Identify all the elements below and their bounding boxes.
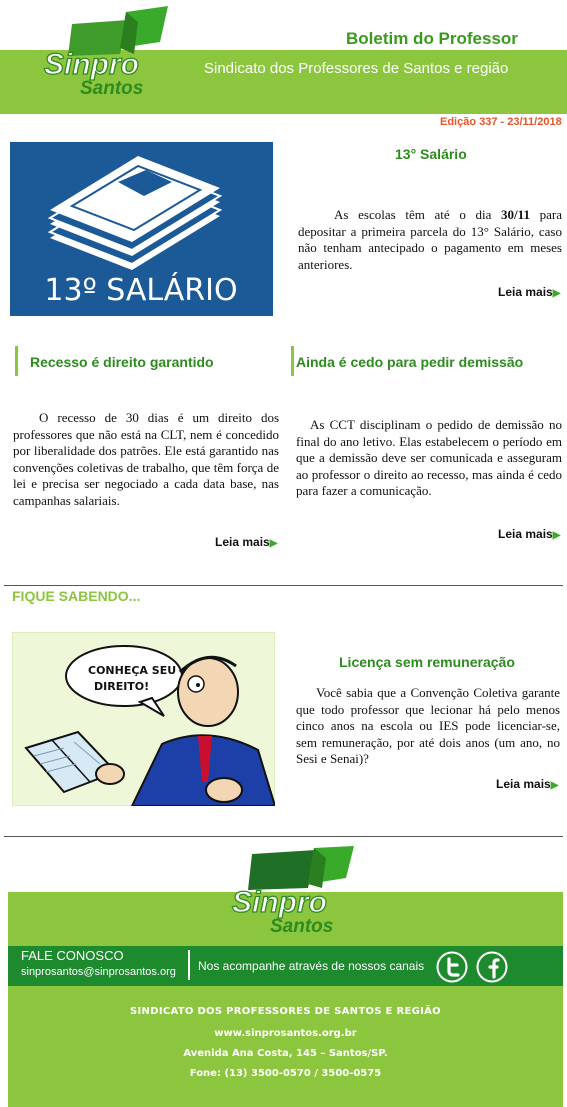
demissao-body: As CCT disciplinam o pedido de demissão no final do ano letivo. Elas estabelecem o período em que a demissão deve ser comunicada e asseguram ao professor o direito ao recesso, mas ainda é cedo para fazer a comunicação.: [296, 417, 562, 498]
licenca-title: Licença sem remuneração: [339, 654, 515, 670]
contact-label: FALE CONOSCO: [21, 948, 124, 963]
recesso-read-more-link[interactable]: Leia mais▶: [215, 535, 278, 549]
play-arrow-icon: ▶: [552, 530, 561, 541]
salario-image-text: 13º SALÁRIO: [44, 273, 238, 308]
play-arrow-icon: ▶: [269, 538, 278, 549]
phone: Fone: (13) 3500-0570 / 3500-0575: [189, 1068, 382, 1079]
twitter-icon[interactable]: [436, 951, 468, 983]
demissao-read-more-link[interactable]: Leia mais▶: [498, 527, 561, 541]
demissao-accent-bar: [291, 346, 294, 376]
salario-image[interactable]: [10, 142, 273, 316]
know-your-rights-cartoon[interactable]: [12, 632, 275, 806]
demissao-title: Ainda é cedo para pedir demissão: [296, 354, 524, 370]
contact-separator: [188, 950, 190, 980]
social-text: Nos acompanhe através de nossos canais: [198, 959, 425, 973]
salario-body: As escolas têm até o dia 30/11 para depositar a primeira parcela do 13° Salário, caso não tenham antecipado o pagamento em meses anteriores.: [298, 207, 562, 272]
contact-email-link[interactable]: sinprosantos@sinprosantos.org: [21, 966, 176, 978]
section-label: FIQUE SABENDO...: [12, 588, 141, 604]
speech-balloon-text: CONHEÇA SEU DIREITO!: [88, 664, 177, 693]
salario-read-more-link[interactable]: Leia mais▶: [498, 285, 561, 299]
recesso-title: Recesso é direito garantido: [30, 354, 214, 370]
licenca-read-more-link[interactable]: Leia mais▶: [496, 777, 559, 791]
newsletter-subtitle: Sindicato dos Professores de Santos e região: [204, 60, 509, 77]
play-arrow-icon: ▶: [550, 780, 559, 791]
play-arrow-icon: ▶: [552, 288, 561, 299]
recesso-accent-bar: [15, 346, 18, 376]
footer-divider: [4, 836, 563, 837]
footer-sinpro-logo[interactable]: [230, 846, 362, 936]
footer-logo-bottom-text: Santos: [270, 916, 334, 936]
website-link[interactable]: www.sinprosantos.org.br: [214, 1028, 357, 1039]
newsletter-title: Boletim do Professor: [346, 29, 518, 48]
recesso-body: O recesso de 30 dias é um direito dos professores que não está na CLT, nem é concedido por liberalidade dos patrões. Ele está garantido nas convenções coletivas de trabalho, que têm força de lei e precisa ser negociado a cada data base, nas campanhas salariais.: [13, 410, 279, 508]
licenca-body: Você sabia que a Convenção Coletiva garante que todo professor que lecionar há pelo menos cinco anos na escola ou IES pode licenciar-se, sem remuneração, por até dois anos (um ano, no Sesi e Senai)?: [296, 685, 560, 766]
org-name: SINDICATO DOS PROFESSORES DE SANTOS E REGIÃO: [130, 1006, 441, 1017]
section-divider: [4, 585, 563, 586]
facebook-icon[interactable]: [476, 951, 508, 983]
sinpro-logo[interactable]: [40, 2, 170, 98]
salario-title: 13° Salário: [395, 146, 467, 162]
logo-bottom-text: Santos: [80, 78, 144, 98]
logo-top-text: Sinpro: [44, 48, 139, 81]
address: Avenida Ana Costa, 145 – Santos/SP.: [183, 1048, 388, 1059]
edition-label: Edição 337 - 23/11/2018: [440, 116, 562, 128]
footer-logo-top-text: Sinpro: [232, 886, 327, 919]
